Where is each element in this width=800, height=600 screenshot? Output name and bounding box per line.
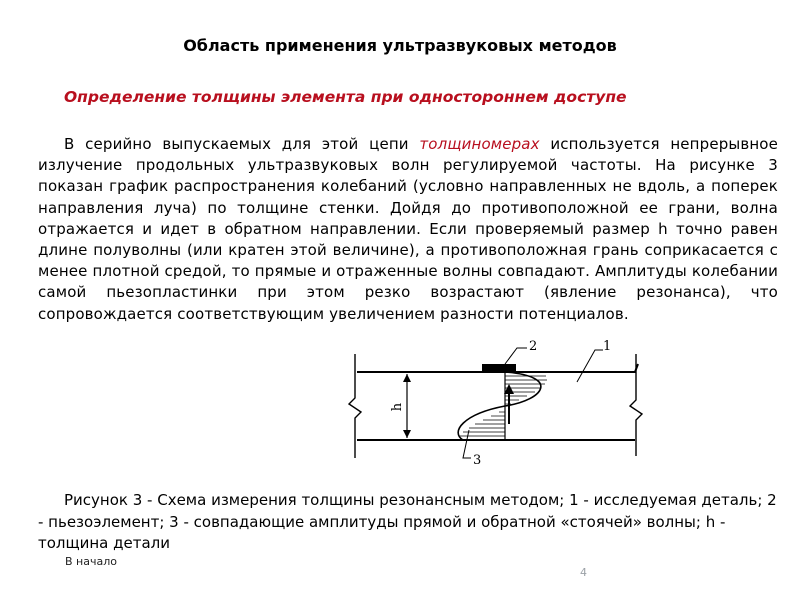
label-piezo: 2 [529,339,538,354]
label-standing-wave: 3 [473,453,482,468]
figure-caption: Рисунок 3 - Схема измерения толщины резонансным методом; 1 - исследуемая деталь; 2 - пьезоэлемент; 3 - совпадающие амплитуды прямой и обратной «стоячей» волны; h - толщина детали [38,491,777,552]
paragraph-text-end: используется непрерывное излучение продольных ультразвуковых волн регулируемой частоты. На рисунке 3 показан график распространения колебаний (условно направленных не вдоль, а поперек направления луча) по толщине стенки. Дойдя до противоположной ее грани, волна отражается и идет в обратном направлении. Если проверяемый размер h точно равен длине полуволны (или кратен этой величине), а противоположная грань соприкасается с менее плотной средой, то прямые и отраженные волны совпадают. Амплитуды колебании самой пьезопластинки при этом резко возрастают (явление резонанса), что сопровождается соответствующим увеличением разности потенциалов. [38,135,779,323]
section-subtitle: Определение толщины элемента при одностороннем доступе [64,88,627,106]
slide-title: Область применения ультразвуковых методов [183,36,617,55]
thickness-label: h [390,402,405,412]
piezo-element [482,364,516,372]
back-to-start-link[interactable]: В начало [65,555,117,568]
paragraph-text-start: В серийно выпускаемых для этой цепи [64,135,420,153]
thickness-measurement-figure [345,328,665,478]
page-number: 4 [580,566,587,579]
label-part: 1 [603,339,612,354]
highlighted-term: толщиномерах [419,135,540,153]
body-paragraph [38,134,778,325]
